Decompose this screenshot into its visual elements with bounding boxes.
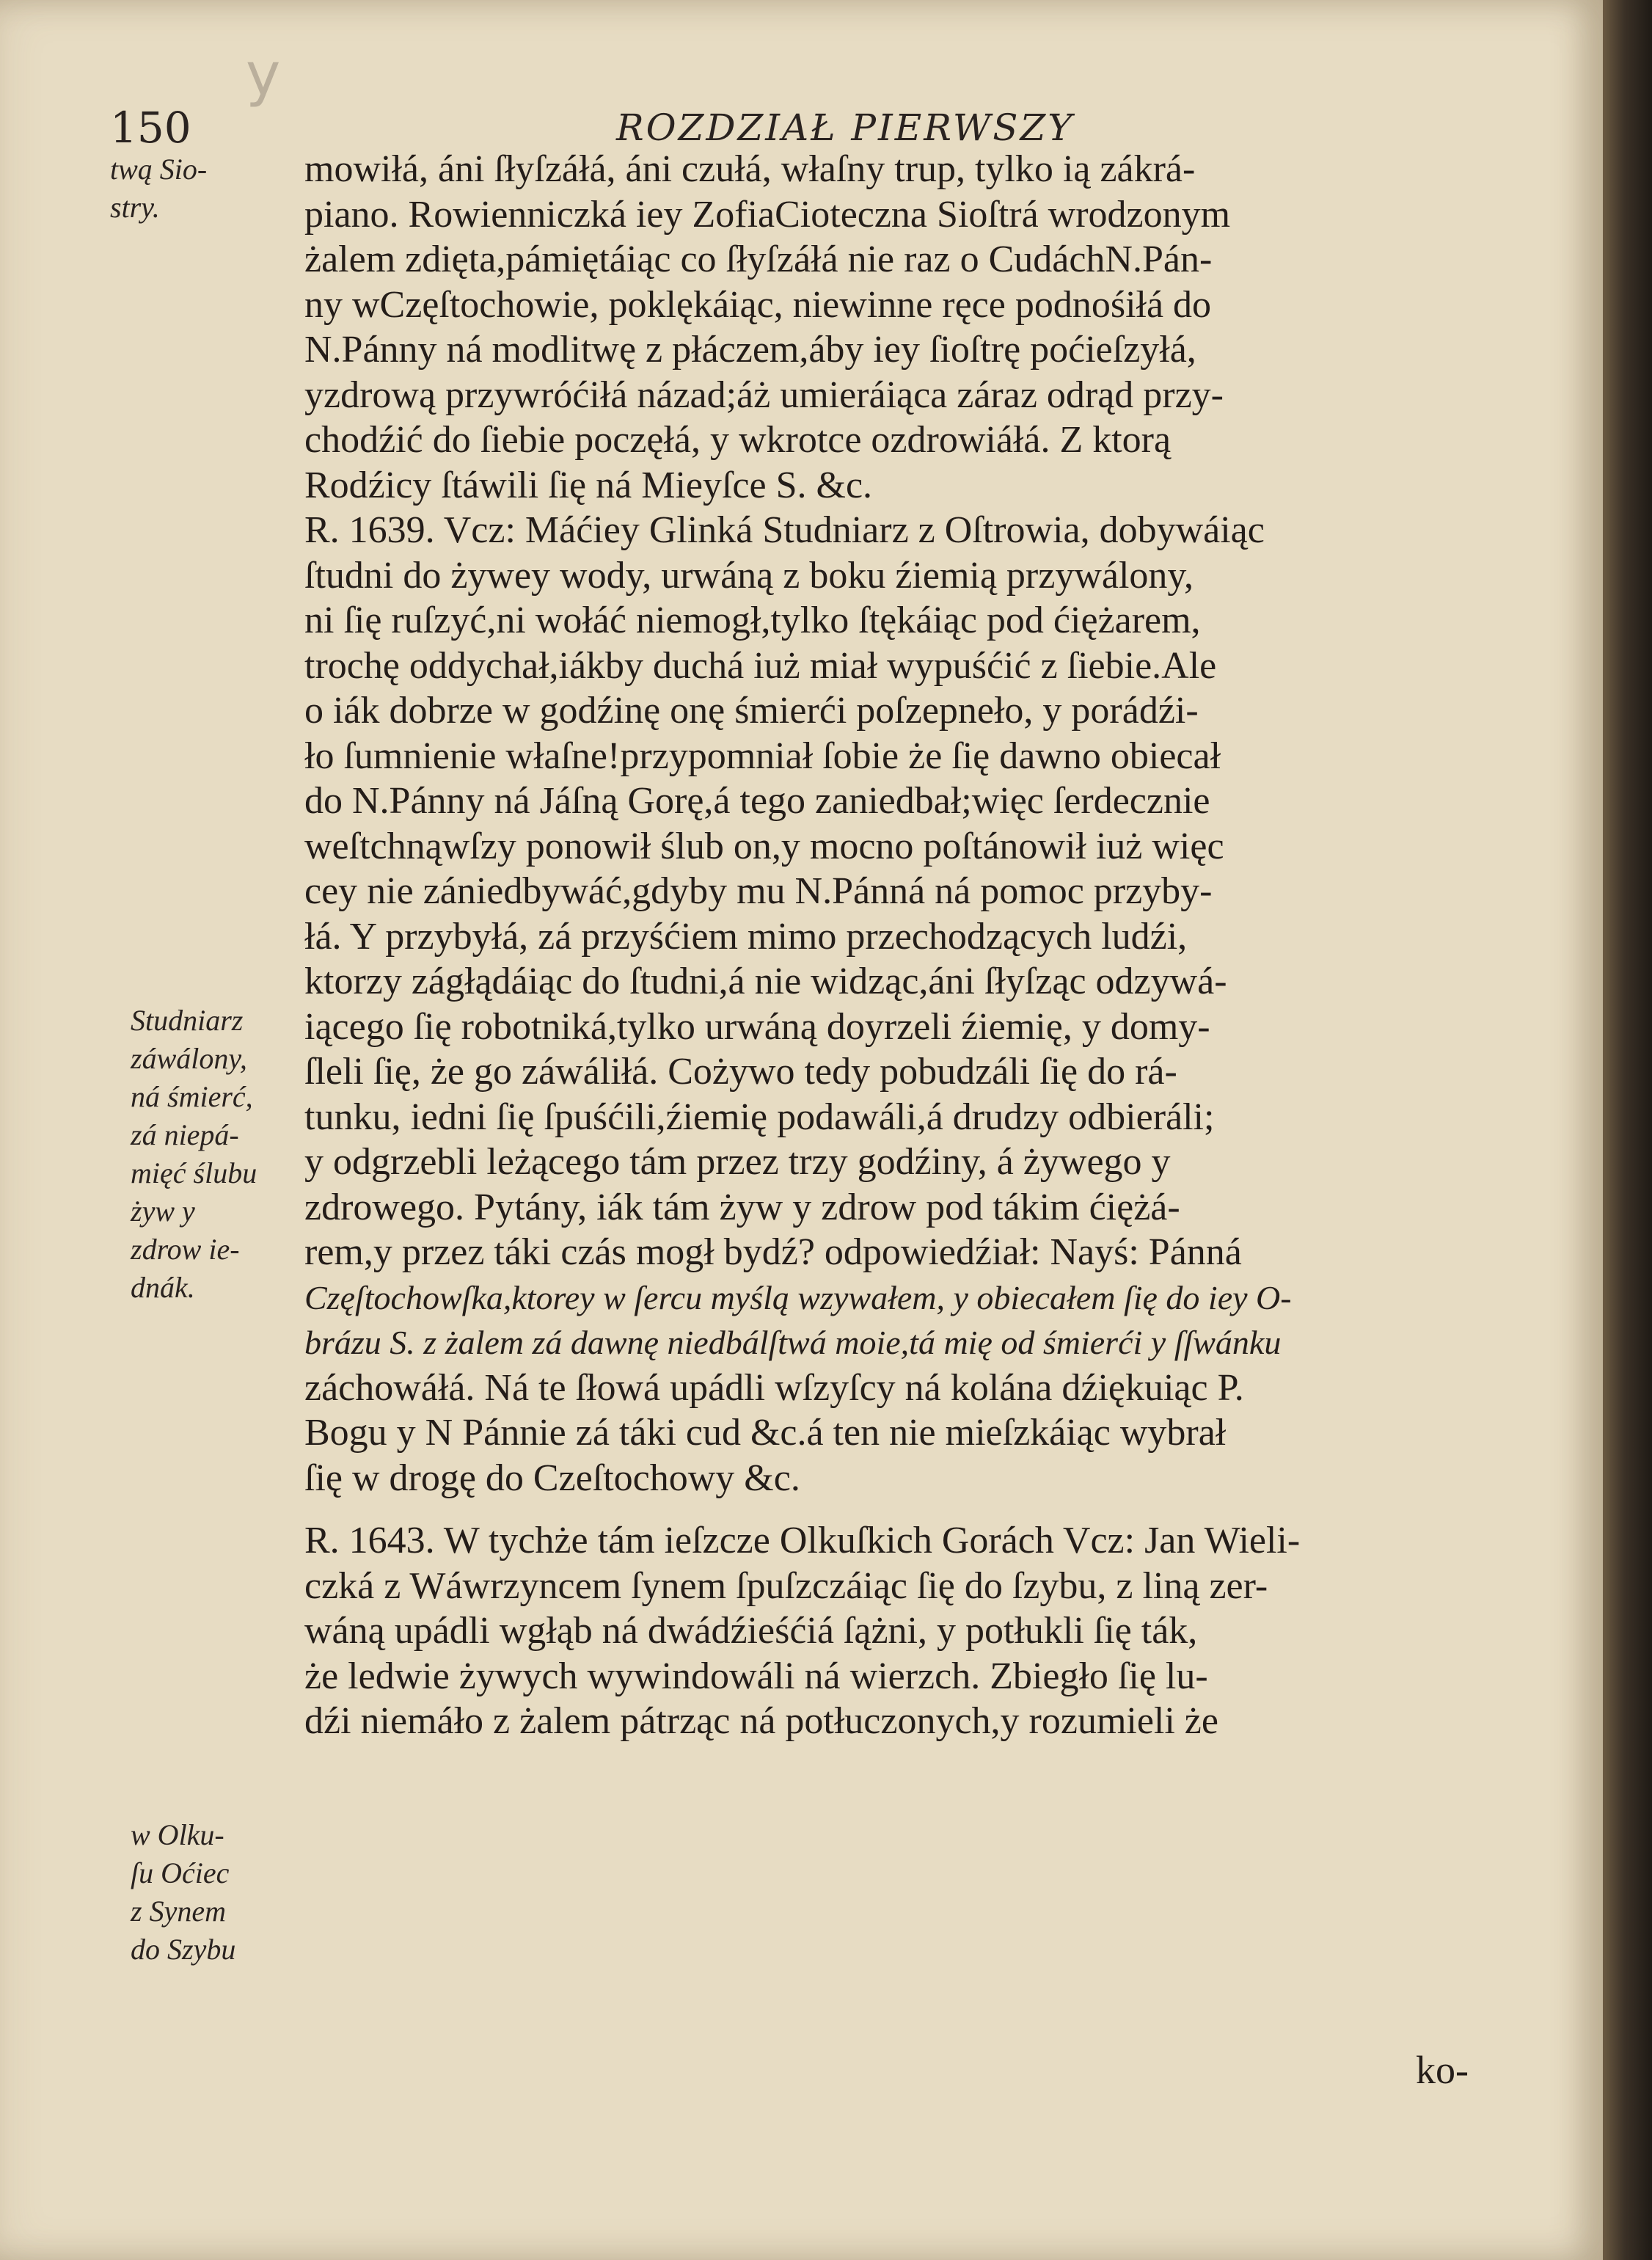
text-line: że ledwie żywych wywindowáli ná wierzch. Zbiegło ſię lu-	[304, 1655, 1208, 1697]
text-line: cey nie zániedbywáć,gdyby mu N.Pánná ná pomoc przyby-	[304, 870, 1213, 912]
text-line: trochę oddychał,iákby duchá iuż miał wypuśćić z ſiebie.Ale	[304, 644, 1217, 687]
main-text-block	[304, 147, 1552, 1744]
text-line: yzdrową przywróćiłá názad;áż umieráiąca záraz odrąd przy-	[304, 373, 1224, 416]
margin-note-line: ſu Oćiec	[131, 1856, 230, 1889]
text-line: Rodźicy ſtáwili ſię ná Mieyſce S. &c.	[304, 464, 873, 506]
margin-note-well-digger	[131, 1002, 257, 1307]
text-line: mowiłá, áni ſłyſzáłá, áni czułá, właſny trup, tylko ią zákrá-	[304, 148, 1196, 190]
margin-note-line: mięć ślubu	[131, 1156, 257, 1189]
text-line: N.Pánny ná modlitwę z płáczem,áby iey ſioſtrę poćieſzyłá,	[304, 329, 1196, 371]
margin-note-line: stry.	[110, 191, 160, 224]
book-spine-shadow	[1603, 0, 1652, 2260]
margin-note-line: zá niepá-	[131, 1118, 239, 1151]
paragraph-gap	[304, 1501, 1552, 1518]
text-line: weſtchnąwſzy ponowił ślub on,y mocno poſtánowił iuż więc	[304, 825, 1224, 867]
text-line: ktorzy zágłądáiąc do ſtudni,á nie widząc,áni ſłyſząc odzywá-	[304, 960, 1227, 1002]
text-line: ſtudni do żywey wody, urwáną z boku źiemią przywálony,	[304, 554, 1194, 597]
margin-note-line: do Szybu	[131, 1933, 236, 1966]
margin-note-line: żyw y	[131, 1195, 195, 1228]
text-line: zdrowego. Pytány, iák tám żyw y zdrow pod tákim ćiężá-	[304, 1186, 1180, 1228]
text-line: ni ſię ruſzyć,ni wołáć niemogł,tylko ſtękáiąc pod ćiężarem,	[304, 599, 1201, 641]
text-line: rem,y przez táki czás mogł bydź? odpowiedźiał: Nayś: Pánná	[304, 1231, 1242, 1273]
margin-note-line: Studniarz	[131, 1004, 244, 1037]
text-line: wáną upádli wgłąb ná dwádźieśćiá ſążni, y potłukli ſię ták,	[304, 1610, 1198, 1652]
text-line: R. 1639. Vcz: Máćiey Glinká Studniarz z Oſtrowia, dobywáiąc	[304, 509, 1265, 551]
text-line: dźi niemáło z żalem pátrząc ná potłuczonych,y rozumieli że	[304, 1700, 1218, 1742]
text-line: piano. Rowienniczká iey ZofiaCioteczna Sioſtrá wrodzonym	[304, 193, 1231, 236]
text-line: ny wCzęſtochowie, poklękáiąc, niewinne ręce podnośiłá do	[304, 283, 1212, 326]
text-line: ło ſumnienie właſne!przypomniał ſobie że ſię dawno obiecał	[304, 734, 1221, 777]
margin-note-line: twą Sio-	[110, 153, 208, 186]
margin-note-olkusz	[131, 1816, 235, 1969]
text-line: ſleli ſię, że go záwáliłá. Cożywo tedy pobudzáli ſię do rá-	[304, 1051, 1177, 1093]
text-line: záchowáłá. Ná te ſłowá upádli wſzyſcy ná kolána dźiękuiąc P.	[304, 1366, 1244, 1409]
margin-note-line: ná śmierć,	[131, 1080, 253, 1113]
running-head: ROZDZIAŁ PIERWSZY	[616, 106, 1075, 149]
text-line: ſię w drogę do Czeſtochowy &c.	[304, 1457, 800, 1499]
text-line: o iák dobrze w godźinę onę śmierći poſzepneło, y porádźi-	[304, 690, 1199, 732]
catchword: ko-	[1416, 2048, 1469, 2092]
margin-note-line: zdrow ie-	[131, 1233, 240, 1266]
margin-note-line: dnák.	[131, 1271, 195, 1304]
margin-note-line: w Olku-	[131, 1818, 224, 1851]
page-number: 150	[110, 103, 191, 153]
margin-note-line: z Synem	[131, 1895, 226, 1928]
text-line: iącego ſię robotniká,tylko urwáną doyrzeli źiemię, y domy-	[304, 1005, 1210, 1048]
text-line: łá. Y przybyłá, zá przyśćiem mimo przechodzących ludźi,	[304, 915, 1188, 958]
text-line: chodźić do ſiebie poczęłá, y wkrotce ozdrowiáłá. Z ktorą	[304, 419, 1172, 461]
margin-note-sister	[110, 150, 207, 227]
margin-note-line: záwálony,	[131, 1042, 247, 1075]
text-line: Częſtochowſka,ktorey w ſercu myślą wzywałem, y obiecałem ſię do iey O-	[304, 1278, 1292, 1316]
text-line: do N.Pánny ná Jáſną Gorę,á tego zaniedbał;więc ſerdecznie	[304, 780, 1210, 822]
text-line: R. 1643. W tychże tám ieſzcze Olkuſkich Gorách Vcz: Jan Wieli-	[304, 1520, 1301, 1561]
pencil-mark: y	[246, 40, 281, 109]
text-line: żalem zdięta,pámiętáiąc co ſłyſzáłá nie raz o CudáchN.Pán-	[304, 238, 1213, 280]
text-line: tunku, iedni ſię ſpuśćili,źiemię podawáli,á drudzy odbieráli;	[304, 1096, 1215, 1138]
text-line: y odgrzebli leżącego tám przez trzy godźiny, á żywego y	[304, 1141, 1171, 1183]
text-line: brázu S. z żalem zá dawnę niedbálſtwá moie,tá mię od śmierći y ſſwánku	[304, 1324, 1282, 1361]
text-line: czká z Wáwrzyncem ſynem ſpuſzczáiąc ſię do ſzybu, z liną zer-	[304, 1564, 1268, 1607]
text-line: Bogu y N Pánnie zá táki cud &c.á ten nie mieſzkáiąc wybrał	[304, 1412, 1227, 1454]
